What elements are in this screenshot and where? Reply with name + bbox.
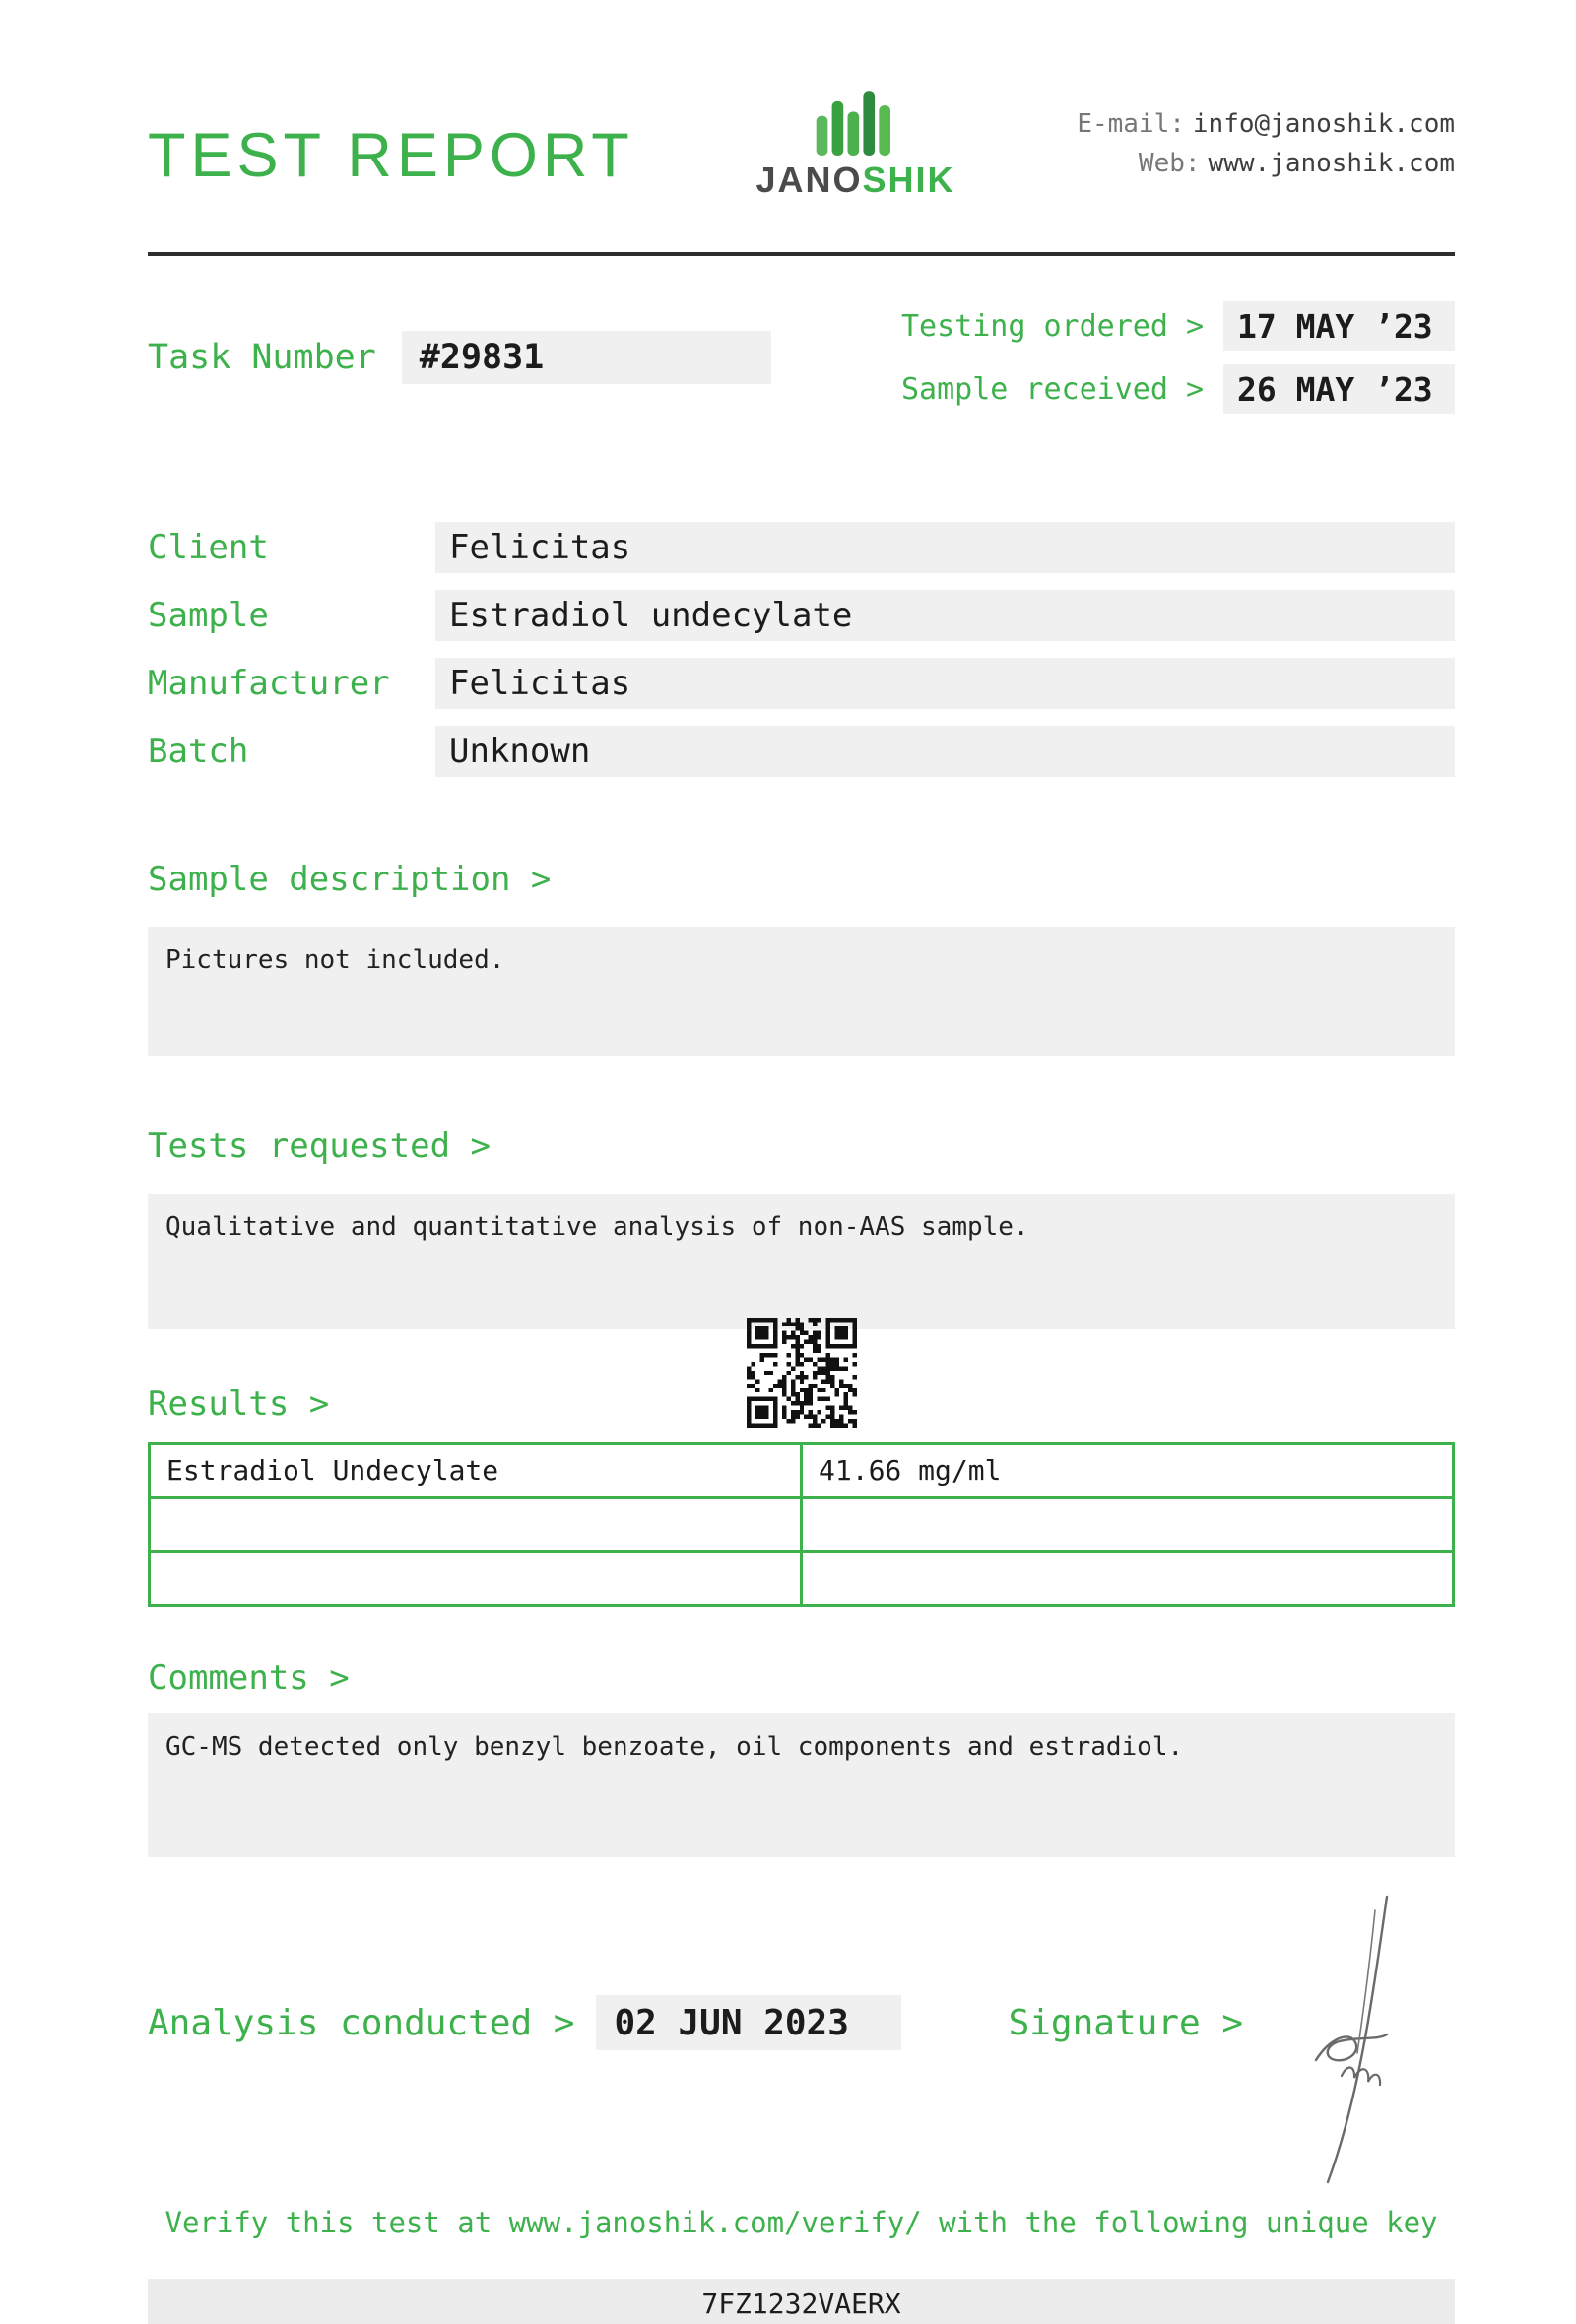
results-heading: Results >	[148, 1385, 330, 1424]
qr-code	[747, 1318, 857, 1428]
sample-description-heading: Sample description >	[148, 860, 552, 899]
field-value-batch: Unknown	[435, 726, 1455, 777]
analysis-conducted-label: Analysis conducted >	[148, 2002, 575, 2043]
field-label-manufacturer: Manufacturer	[148, 664, 390, 703]
testing-ordered-value: 17 MAY ’23	[1223, 301, 1455, 351]
signature-label: Signature >	[1008, 2002, 1243, 2043]
field-label-sample: Sample	[148, 596, 269, 635]
field-value-sample: Estradiol undecylate	[435, 590, 1455, 641]
result-row	[150, 1444, 1454, 1498]
signature-image	[1288, 1891, 1436, 2191]
sample-received-label: Sample received >	[900, 371, 1204, 407]
testing-ordered-label: Testing ordered >	[900, 308, 1204, 344]
verify-text: Verify this test at www.janoshik.com/verify/ with the following unique key	[164, 2206, 1438, 2239]
web-value: www.janoshik.com	[1208, 149, 1455, 179]
result-value-cell	[802, 1498, 1454, 1552]
result-row	[150, 1498, 1454, 1552]
logo-wordmark	[756, 160, 955, 201]
tests-requested-body: Qualitative and quantitative analysis of non-AAS sample.	[148, 1194, 1455, 1329]
contact-block	[1077, 104, 1455, 184]
result-value-cell: 41.66 mg/ml	[802, 1444, 1454, 1498]
sample-description-body: Pictures not included.	[148, 927, 1455, 1056]
field-value-client: Felicitas	[435, 522, 1455, 573]
testing-ordered-row	[901, 301, 1455, 351]
analysis-row	[148, 1995, 1455, 2050]
task-number-row	[148, 301, 771, 414]
unique-key-bar	[148, 2279, 1455, 2324]
field-value-manufacturer: Felicitas	[435, 658, 1455, 709]
task-section	[148, 301, 1455, 414]
logo-text-green: SHIK	[862, 160, 955, 200]
sample-received-row	[901, 364, 1455, 414]
unique-key-text: 7FZ1232VAERX	[701, 2288, 901, 2320]
result-value-cell	[802, 1552, 1454, 1606]
field-label-client: Client	[148, 528, 269, 567]
page-title: TEST REPORT	[148, 121, 634, 190]
result-row	[150, 1552, 1454, 1606]
result-name-cell	[150, 1498, 802, 1552]
email-value: info@janoshik.com	[1192, 109, 1455, 139]
web-label: Web:	[1138, 149, 1201, 179]
field-label-batch: Batch	[148, 732, 249, 771]
header-divider	[148, 252, 1455, 256]
comments-body: GC-MS detected only benzyl benzoate, oil components and estradiol.	[148, 1713, 1455, 1857]
task-number-value: #29831	[402, 331, 771, 384]
sample-received-value: 26 MAY ’23	[1223, 364, 1455, 414]
email-label: E-mail:	[1077, 109, 1185, 139]
email-row	[1077, 104, 1455, 144]
tests-requested-heading: Tests requested >	[148, 1127, 491, 1166]
result-name-cell: Estradiol Undecylate	[150, 1444, 802, 1498]
web-row	[1077, 144, 1455, 183]
results-table	[148, 1442, 1455, 1607]
info-section	[148, 522, 1455, 777]
comments-heading: Comments >	[148, 1658, 350, 1698]
result-name-cell	[150, 1552, 802, 1606]
dates-block	[901, 301, 1455, 414]
logo-text-dark: JANO	[755, 160, 863, 200]
janoshik-logo	[756, 87, 955, 201]
task-number-label: Task Number	[148, 338, 376, 377]
logo-bars-icon	[807, 87, 905, 156]
report-header	[148, 87, 1455, 201]
analysis-conducted-value: 02 JUN 2023	[596, 1995, 901, 2050]
